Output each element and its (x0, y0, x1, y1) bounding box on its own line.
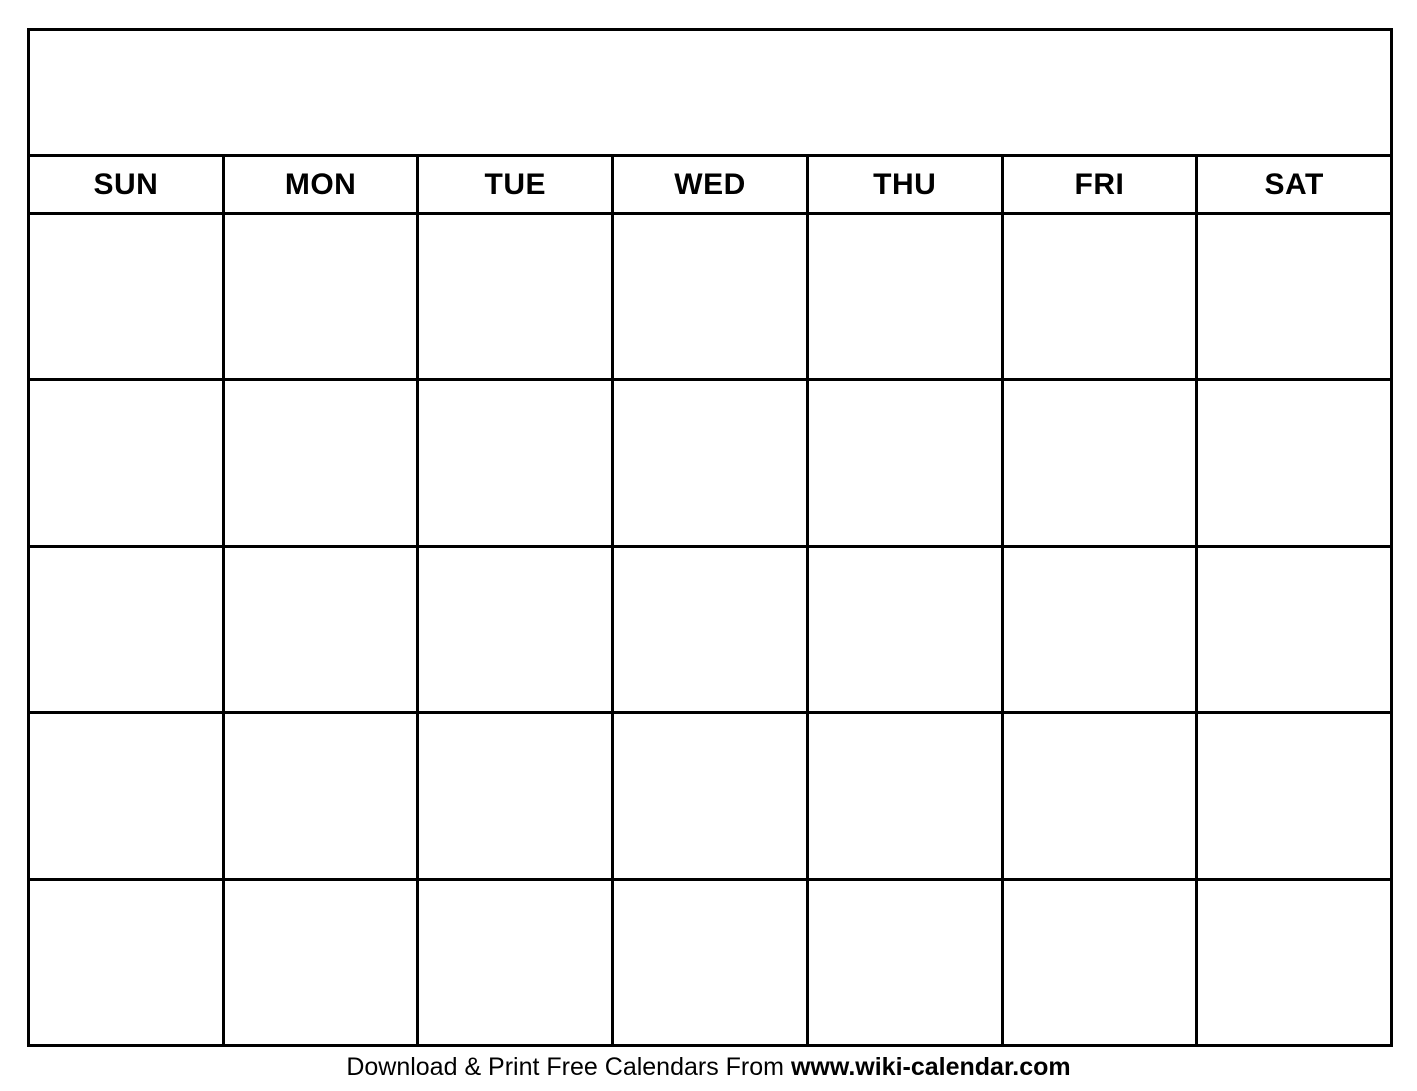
day-cell[interactable] (1004, 381, 1199, 544)
day-cell[interactable] (614, 881, 809, 1044)
weekday-header-sat: SAT (1264, 167, 1324, 201)
day-cell[interactable] (809, 714, 1004, 877)
day-cell[interactable] (1198, 881, 1390, 1044)
day-cell[interactable] (809, 215, 1004, 378)
week-row (30, 381, 1390, 547)
day-cell[interactable] (419, 381, 614, 544)
day-cell[interactable] (419, 881, 614, 1044)
weekday-header-row (30, 157, 1390, 215)
month-title-band[interactable] (30, 31, 1390, 157)
day-cell[interactable] (225, 215, 420, 378)
week-row (30, 714, 1390, 880)
day-cell[interactable] (30, 215, 225, 378)
footer-credit (0, 1051, 1417, 1083)
weekday-header-wed: WED (614, 157, 809, 212)
day-cell[interactable] (1004, 548, 1199, 711)
weekday-header-tue: TUE (419, 157, 614, 212)
weekday-header-thu: THU (809, 157, 1004, 212)
day-cell[interactable] (614, 215, 809, 378)
footer-text: Download & Print Free Calendars From (346, 1053, 791, 1081)
day-cell[interactable] (30, 881, 225, 1044)
week-row (30, 881, 1390, 1044)
day-cell[interactable] (809, 881, 1004, 1044)
day-cell[interactable] (30, 714, 225, 877)
weekday-header-sun: SUN (30, 157, 225, 212)
day-cell[interactable] (1004, 215, 1199, 378)
weekday-header-mon: MON (225, 157, 420, 212)
weeks-container (30, 215, 1390, 1044)
day-cell[interactable] (1198, 548, 1390, 711)
day-cell[interactable] (30, 548, 225, 711)
day-cell[interactable] (225, 548, 420, 711)
day-cell[interactable] (614, 381, 809, 544)
day-cell[interactable] (225, 881, 420, 1044)
day-cell[interactable] (1004, 714, 1199, 877)
day-cell[interactable] (614, 714, 809, 877)
day-cell[interactable] (1198, 381, 1390, 544)
day-cell[interactable] (1004, 881, 1199, 1044)
week-row (30, 215, 1390, 381)
day-cell[interactable] (225, 714, 420, 877)
day-cell[interactable] (30, 381, 225, 544)
day-cell[interactable] (809, 548, 1004, 711)
day-cell[interactable] (1198, 215, 1390, 378)
day-cell[interactable] (419, 215, 614, 378)
day-cell[interactable] (1198, 714, 1390, 877)
weekday-header-fri: FRI (1004, 157, 1199, 212)
day-cell[interactable] (419, 548, 614, 711)
day-cell[interactable] (809, 381, 1004, 544)
day-cell[interactable] (419, 714, 614, 877)
calendar-grid (27, 28, 1393, 1047)
footer-website-link[interactable]: www.wiki-calendar.com (790, 1053, 1071, 1081)
day-cell[interactable] (614, 548, 809, 711)
day-cell[interactable] (225, 381, 420, 544)
week-row (30, 548, 1390, 714)
